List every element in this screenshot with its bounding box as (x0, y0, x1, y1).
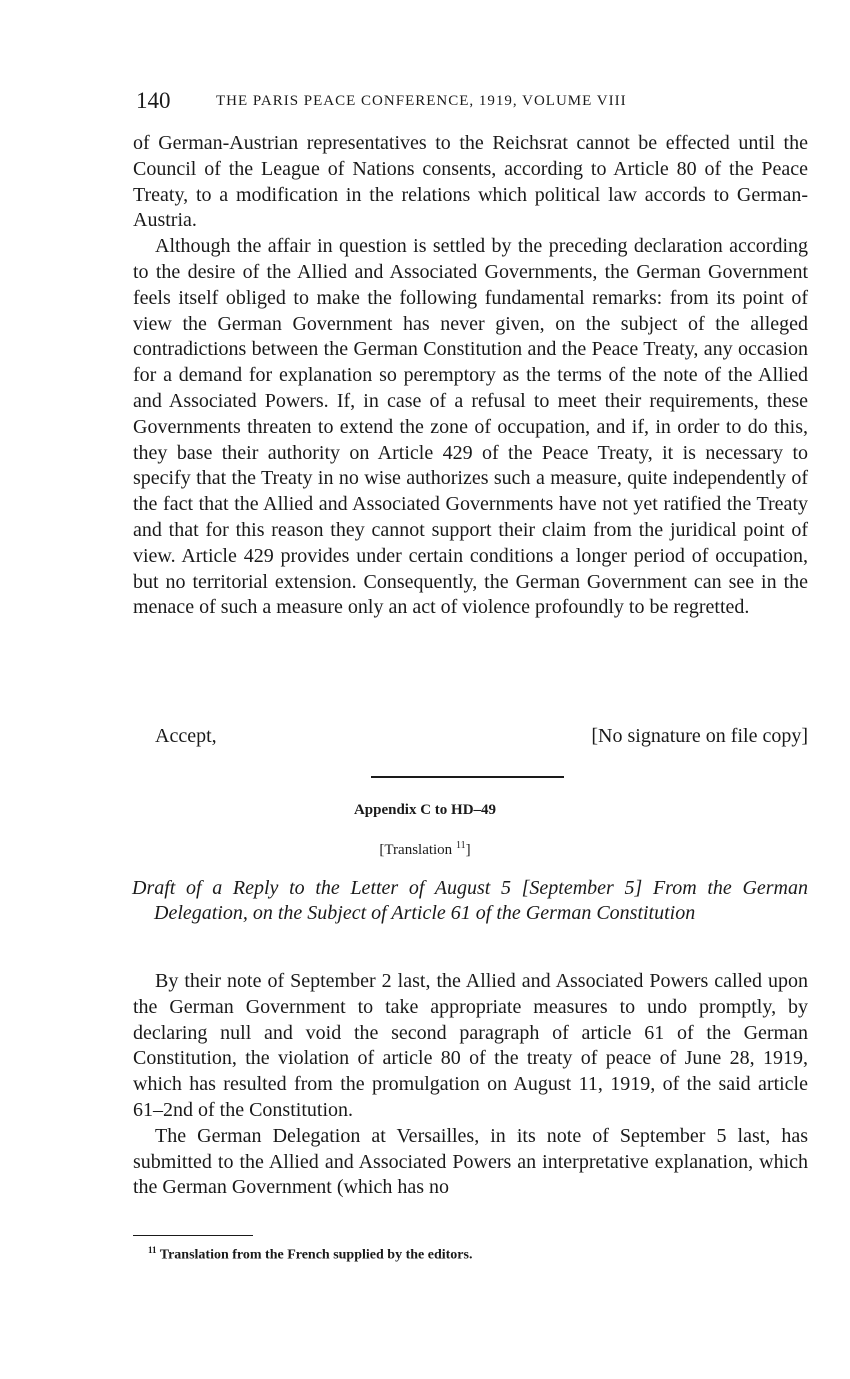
footnote-reference: 11 (455, 840, 466, 851)
footnote-number: 11 (148, 1245, 157, 1255)
footnote (148, 1245, 472, 1264)
appendix-paragraph-2: The German Delegation at Versailles, in its note of September 5 last, has submitted to the Allied and Associated Powers an interpretative explanation, which the German Government (which has no (133, 1124, 808, 1199)
letter-body (133, 131, 808, 621)
translation-close: ] (465, 842, 471, 858)
draft-title-block (132, 876, 808, 926)
running-title: THE PARIS PEACE CONFERENCE, 1919, VOLUME VIII (216, 93, 627, 109)
appendix-body (133, 969, 808, 1201)
page-number: 140 (136, 88, 171, 113)
letter-paragraph-2: Although the affair in question is settled by the preceding declaration according to the desire of the Allied and Associated Governments, the German Government feels itself obliged to make the following fundamental remarks: from its point of view the German Government has never given, on the subject of the alleged contradictions between the German Constitution and the Peace Treaty, any occasion for a demand for explanation so peremptory as the terms of the note of the Allied and Associated Powers. If, in case of a refusal to meet their requirements, these Governments threaten to extend the zone of occupation, and if, in order to do this, they base their authority on Article 429 of the Peace Treaty, it is necessary to specify that the Treaty in no wise authorizes such a measure, quite independently of the fact that the Allied and Associated Governments have not yet ratified the Treaty and that for this reason they cannot support their claim from the juridical point of view. Article 429 provides under certain conditions a longer period of occupation, but no territorial extension. Consequently, the German Government can see in the menace of such a measure only an act of violence profoundly to be regretted. (133, 235, 808, 619)
draft-title: Draft of a Reply to the Letter of August 5 [September 5] From the German Delegation, on the Subject of Article 61 of the German Constitution (132, 877, 808, 924)
translation-label: [Translation (379, 842, 453, 858)
letter-closing (133, 725, 808, 751)
appendix-heading: Appendix C to HD–49 (353, 802, 497, 818)
footnote-text: Translation from the French supplied by the editors. (159, 1247, 473, 1263)
appendix-paragraph-1: By their note of September 2 last, the Allied and Associated Powers called upon the German Government to take appropriate measures to undo promptly, by declaring null and void the second paragraph of article 61 of the German Constitution, the violation of article 80 of the treaty of peace of June 28, 1919, which has resulted from the promulgation on August 11, 1919, of the said article 61–2nd of the Constitution. (133, 970, 808, 1121)
translation-note (0, 840, 850, 859)
footnote-divider (133, 1235, 253, 1236)
closing-salutation: Accept, (155, 725, 217, 747)
running-head (136, 88, 816, 118)
signature-note: [No signature on file copy] (591, 725, 808, 747)
letter-paragraph-1: of German-Austrian representatives to the Reichsrat cannot be effected until the Council of the League of Nations consents, according to Article 80 of the Peace Treaty, to a modification in the relations which political law accords to German-Austria. (133, 132, 808, 232)
section-divider (371, 776, 564, 778)
